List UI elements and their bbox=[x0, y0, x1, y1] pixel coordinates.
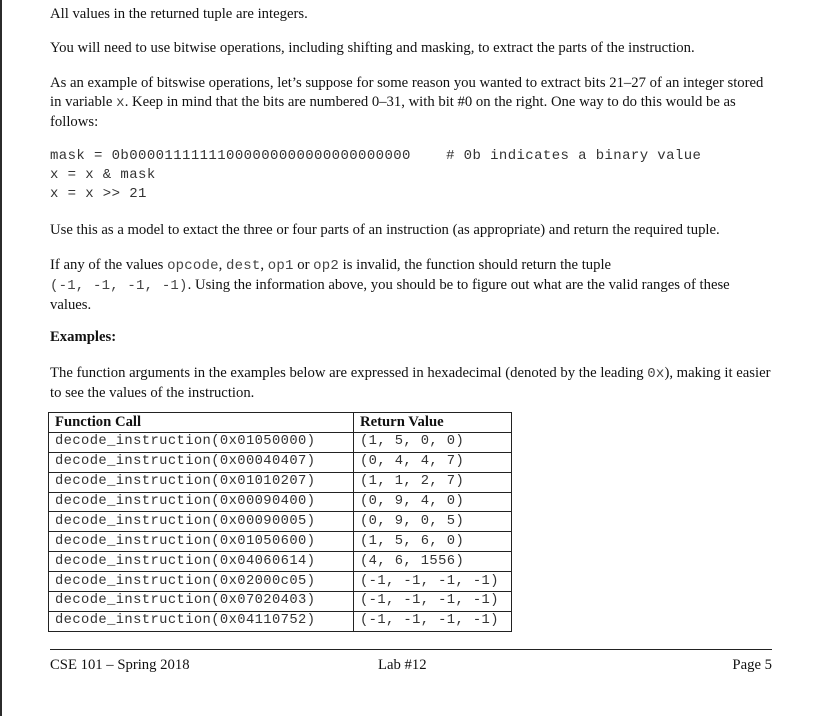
code-inline-op1: op1 bbox=[267, 258, 294, 274]
code-line-shift: x = x >> 21 bbox=[50, 186, 147, 202]
text-segment: is invalid, the function should return the tuple bbox=[338, 257, 612, 273]
examples-heading: Examples: bbox=[50, 329, 117, 345]
table-row bbox=[49, 432, 512, 452]
function-call-cell: decode_instruction(0x04060614) bbox=[49, 552, 354, 572]
function-call-cell: decode_instruction(0x01050000) bbox=[49, 432, 354, 452]
code-line-and: x = x & mask bbox=[50, 167, 156, 183]
paragraph-model: Use this as a model to extact the three or four parts of an instruction (as appropriate) and return the required tuple. bbox=[50, 222, 720, 238]
return-value-cell: (0, 9, 4, 0) bbox=[354, 492, 512, 512]
code-text: mask = 0b00001111111000000000000000000000 bbox=[50, 148, 411, 164]
return-value-cell: (0, 9, 0, 5) bbox=[354, 512, 512, 532]
return-value-cell: (-1, -1, -1, -1) bbox=[354, 611, 512, 631]
function-call-cell: decode_instruction(0x07020403) bbox=[49, 592, 354, 612]
footer-page-number: Page 5 bbox=[732, 657, 772, 673]
code-inline-tuple: (-1, -1, -1, -1) bbox=[50, 278, 188, 294]
return-value-cell: (1, 5, 6, 0) bbox=[354, 532, 512, 552]
return-value-cell: (0, 4, 4, 7) bbox=[354, 452, 512, 472]
function-call-cell: decode_instruction(0x04110752) bbox=[49, 611, 354, 631]
paragraph-example-intro bbox=[50, 74, 772, 132]
text-segment: ), making it easier to see the values of the instruction. bbox=[50, 365, 771, 401]
header-function-call: Function Call bbox=[49, 413, 354, 433]
function-call-cell: decode_instruction(0x00040407) bbox=[49, 452, 354, 472]
page-left-border bbox=[0, 0, 2, 716]
code-inline-hex-prefix: 0x bbox=[647, 366, 665, 382]
text-segment: As an example of bitswise operations, let’s suppose for some reason you wanted to extract bits 21–27 of an integer stored in variable bbox=[50, 75, 764, 110]
text-segment: , bbox=[260, 257, 268, 273]
function-call-cell: decode_instruction(0x01010207) bbox=[49, 472, 354, 492]
table-row bbox=[49, 452, 512, 472]
table-row bbox=[49, 472, 512, 492]
text-segment: or bbox=[293, 257, 314, 273]
function-call-cell: decode_instruction(0x02000c05) bbox=[49, 572, 354, 592]
footer-lab: Lab #12 bbox=[378, 657, 427, 673]
table-row bbox=[49, 592, 512, 612]
text-segment: , bbox=[218, 257, 227, 273]
return-value-cell: (4, 6, 1556) bbox=[354, 552, 512, 572]
code-comment: # 0b indicates a binary value bbox=[446, 148, 702, 164]
table-row bbox=[49, 572, 512, 592]
text-segment: . Using the information above, you should be to figure out what are the valid ranges of these values. bbox=[50, 277, 730, 313]
paragraph-bitwise: You will need to use bitwise operations, including shifting and masking, to extract the parts of the instruction. bbox=[50, 40, 695, 56]
table-row bbox=[49, 611, 512, 631]
code-inline-dest: dest bbox=[226, 258, 261, 274]
function-call-cell: decode_instruction(0x01050600) bbox=[49, 532, 354, 552]
table-row bbox=[49, 552, 512, 572]
paragraph-invalid bbox=[50, 256, 772, 315]
table-header-row bbox=[49, 413, 512, 433]
return-value-cell: (1, 1, 2, 7) bbox=[354, 472, 512, 492]
footer-divider bbox=[50, 649, 772, 650]
footer-course: CSE 101 – Spring 2018 bbox=[50, 657, 190, 673]
code-inline-op2: op2 bbox=[313, 258, 339, 274]
code-line-mask bbox=[50, 148, 701, 164]
return-value-cell: (-1, -1, -1, -1) bbox=[354, 592, 512, 612]
function-call-cell: decode_instruction(0x00090005) bbox=[49, 512, 354, 532]
paragraph-integers: All values in the returned tuple are integers. bbox=[50, 6, 308, 22]
table-row bbox=[49, 532, 512, 552]
function-call-cell: decode_instruction(0x00090400) bbox=[49, 492, 354, 512]
code-inline-opcode: opcode bbox=[167, 258, 219, 274]
text-segment: The function arguments in the examples below are expressed in hexadecimal (denoted by the leading bbox=[50, 365, 648, 381]
return-value-cell: (-1, -1, -1, -1) bbox=[354, 572, 512, 592]
text-segment: If any of the values bbox=[50, 257, 168, 273]
examples-table bbox=[48, 412, 512, 632]
paragraph-hex bbox=[50, 364, 772, 403]
text-segment: . Keep in mind that the bits are numbered 0–31, with bit #0 on the right. One way to do this would be as follows: bbox=[50, 94, 736, 130]
table-row bbox=[49, 492, 512, 512]
return-value-cell: (1, 5, 0, 0) bbox=[354, 432, 512, 452]
header-return-value: Return Value bbox=[354, 413, 512, 433]
code-inline-var: x bbox=[116, 95, 125, 111]
table-row bbox=[49, 512, 512, 532]
